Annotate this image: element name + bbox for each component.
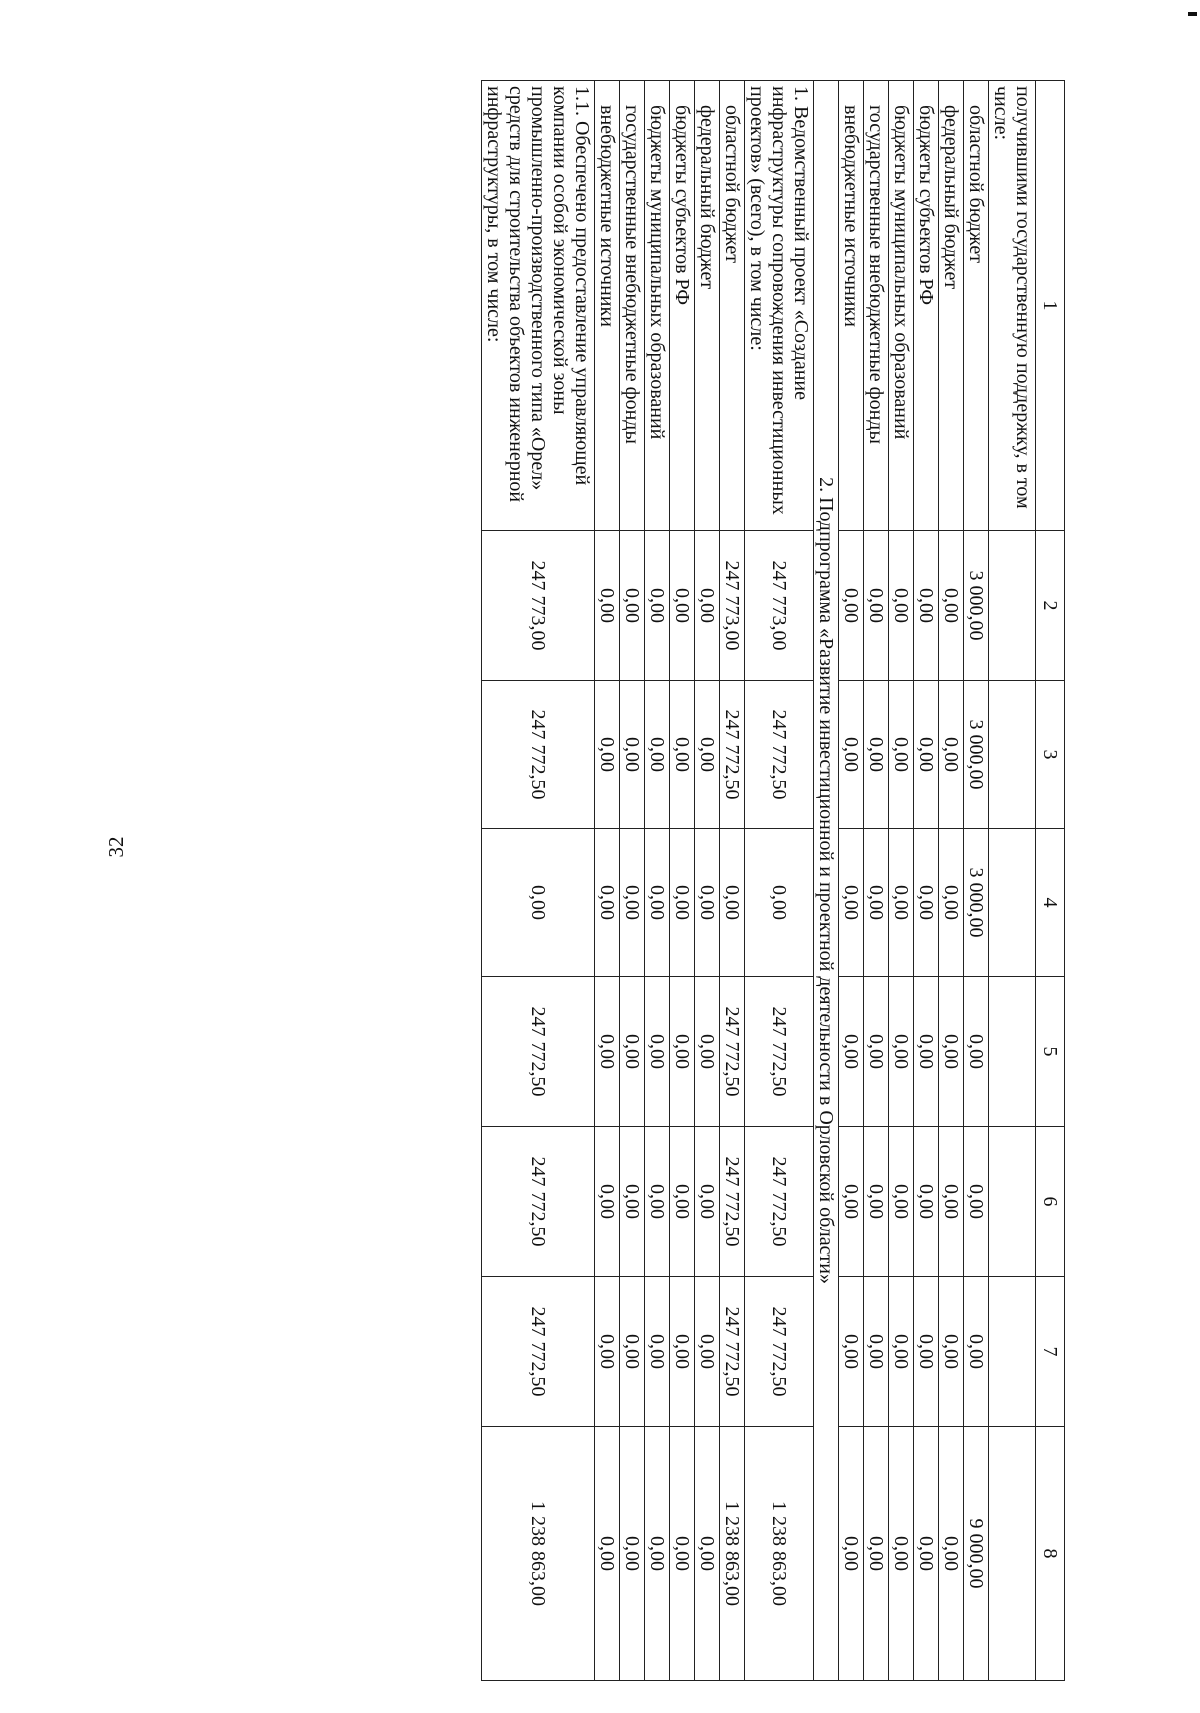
value-cell: 247 773,00 [745, 531, 814, 681]
row-label: получившими государственную поддержку, в том числе: [989, 81, 1036, 531]
value-cell: 247 772,50 [720, 1127, 745, 1277]
value-cell: 0,00 [914, 1277, 939, 1427]
value-cell: 0,00 [889, 1127, 914, 1277]
value-cell: 0,00 [595, 977, 620, 1127]
row-label: федеральный бюджет [939, 81, 964, 531]
rotated-table-container [150, 80, 1065, 1680]
value-cell: 247 772,50 [720, 1277, 745, 1427]
value-cell: 0,00 [864, 1127, 889, 1277]
value-cell: 0,00 [964, 977, 989, 1127]
row-label: бюджеты муниципальных образований [889, 81, 914, 531]
value-cell: 0,00 [939, 1427, 964, 1681]
value-cell: 0,00 [620, 1127, 645, 1277]
row-label: федеральный бюджет [695, 81, 720, 531]
table-row [864, 81, 889, 1681]
value-cell: 247 773,00 [720, 531, 745, 681]
value-cell: 247 772,50 [720, 977, 745, 1127]
value-cell: 247 772,50 [482, 681, 595, 829]
value-cell: 0,00 [864, 1427, 889, 1681]
value-cell: 0,00 [864, 829, 889, 977]
column-header: 7 [1036, 1277, 1065, 1427]
value-cell: 0,00 [645, 531, 670, 681]
value-cell: 0,00 [864, 977, 889, 1127]
value-cell: 0,00 [939, 977, 964, 1127]
value-cell: 0,00 [482, 829, 595, 977]
value-cell [989, 1127, 1036, 1277]
table-row [620, 81, 645, 1681]
value-cell: 0,00 [645, 1127, 670, 1277]
value-cell: 0,00 [670, 977, 695, 1127]
value-cell [989, 1427, 1036, 1681]
value-cell: 0,00 [620, 977, 645, 1127]
value-cell: 247 772,50 [720, 681, 745, 829]
value-cell: 0,00 [964, 1277, 989, 1427]
value-cell: 0,00 [839, 1427, 864, 1681]
value-cell: 0,00 [645, 1427, 670, 1681]
value-cell: 247 772,50 [482, 977, 595, 1127]
column-header: 6 [1036, 1127, 1065, 1277]
value-cell: 247 772,50 [745, 681, 814, 829]
value-cell [989, 977, 1036, 1127]
value-cell: 0,00 [695, 1427, 720, 1681]
column-header: 5 [1036, 977, 1065, 1127]
row-label: внебюджетные источники [839, 81, 864, 531]
value-cell: 0,00 [914, 977, 939, 1127]
value-cell: 0,00 [839, 1127, 864, 1277]
table-row [964, 81, 989, 1681]
section-row [814, 81, 839, 1681]
value-cell: 0,00 [695, 681, 720, 829]
value-cell: 1 238 863,00 [482, 1427, 595, 1681]
column-header: 1 [1036, 81, 1065, 531]
value-cell: 0,00 [864, 1277, 889, 1427]
table-body [482, 81, 1036, 1681]
value-cell: 1 238 863,00 [720, 1427, 745, 1681]
table-row [720, 81, 745, 1681]
value-cell: 247 772,50 [745, 1127, 814, 1277]
value-cell: 0,00 [839, 829, 864, 977]
value-cell: 0,00 [620, 681, 645, 829]
value-cell: 0,00 [864, 681, 889, 829]
header-row [1036, 81, 1065, 1681]
value-cell: 0,00 [695, 531, 720, 681]
value-cell: 0,00 [939, 531, 964, 681]
value-cell: 0,00 [695, 977, 720, 1127]
value-cell: 0,00 [745, 829, 814, 977]
row-label: бюджеты муниципальных образований [645, 81, 670, 531]
value-cell [989, 531, 1036, 681]
row-label: областной бюджет [964, 81, 989, 531]
value-cell: 0,00 [864, 531, 889, 681]
value-cell: 0,00 [839, 1277, 864, 1427]
value-cell: 0,00 [889, 531, 914, 681]
value-cell: 0,00 [595, 1127, 620, 1277]
value-cell: 0,00 [645, 681, 670, 829]
table-row [745, 81, 814, 1681]
value-cell: 0,00 [914, 531, 939, 681]
value-cell: 0,00 [939, 681, 964, 829]
value-cell: 9 000,00 [964, 1427, 989, 1681]
table-row [839, 81, 864, 1681]
value-cell: 0,00 [889, 681, 914, 829]
value-cell: 1 238 863,00 [745, 1427, 814, 1681]
row-label: областной бюджет [720, 81, 745, 531]
table-row [939, 81, 964, 1681]
value-cell [989, 1277, 1036, 1427]
value-cell: 0,00 [914, 1427, 939, 1681]
value-cell: 0,00 [595, 1277, 620, 1427]
value-cell: 0,00 [595, 829, 620, 977]
value-cell: 0,00 [939, 829, 964, 977]
value-cell: 0,00 [889, 829, 914, 977]
value-cell: 3 000,00 [964, 829, 989, 977]
table-row [914, 81, 939, 1681]
value-cell: 0,00 [620, 531, 645, 681]
column-header: 4 [1036, 829, 1065, 977]
table-row [889, 81, 914, 1681]
value-cell [989, 681, 1036, 829]
table-row [595, 81, 620, 1681]
value-cell: 247 772,50 [482, 1127, 595, 1277]
value-cell: 0,00 [670, 531, 695, 681]
row-label: 1. Ведомственный проект «Создание инфраструктуры сопровождения инвестиционных проектов» (всего), в том числе: [745, 81, 814, 531]
value-cell: 247 772,50 [482, 1277, 595, 1427]
value-cell: 0,00 [889, 1277, 914, 1427]
value-cell: 0,00 [645, 1277, 670, 1427]
value-cell: 0,00 [964, 1127, 989, 1277]
table-row [989, 81, 1036, 1681]
value-cell: 0,00 [595, 531, 620, 681]
row-label: бюджеты субъектов РФ [914, 81, 939, 531]
value-cell: 0,00 [645, 829, 670, 977]
value-cell: 0,00 [914, 1127, 939, 1277]
row-label: внебюджетные источники [595, 81, 620, 531]
value-cell: 0,00 [670, 1127, 695, 1277]
value-cell [989, 829, 1036, 977]
value-cell: 0,00 [670, 1277, 695, 1427]
table-row [670, 81, 695, 1681]
value-cell: 0,00 [839, 531, 864, 681]
table-row [695, 81, 720, 1681]
value-cell: 0,00 [670, 1427, 695, 1681]
value-cell: 0,00 [839, 977, 864, 1127]
value-cell: 0,00 [620, 1277, 645, 1427]
value-cell: 247 773,00 [482, 531, 595, 681]
column-header: 3 [1036, 681, 1065, 829]
page-number: 32 [104, 836, 128, 858]
value-cell: 0,00 [645, 977, 670, 1127]
value-cell: 247 772,50 [745, 1277, 814, 1427]
column-header: 8 [1036, 1427, 1065, 1681]
value-cell: 3 000,00 [964, 531, 989, 681]
value-cell: 0,00 [914, 829, 939, 977]
table-row [482, 81, 595, 1681]
row-label: государственные внебюджетные фонды [620, 81, 645, 531]
value-cell: 0,00 [939, 1277, 964, 1427]
value-cell: 0,00 [695, 1277, 720, 1427]
value-cell: 0,00 [595, 681, 620, 829]
row-label: бюджеты субъектов РФ [670, 81, 695, 531]
value-cell: 0,00 [620, 1427, 645, 1681]
value-cell: 0,00 [939, 1127, 964, 1277]
value-cell: 3 000,00 [964, 681, 989, 829]
value-cell: 0,00 [839, 681, 864, 829]
budget-table [481, 80, 1065, 1681]
section-title: 2. Подпрограмма «Развитие инвестиционной и проектной деятельности в Орловской области» [814, 81, 839, 1681]
value-cell: 0,00 [695, 829, 720, 977]
value-cell: 0,00 [670, 681, 695, 829]
row-label: 1.1. Обеспечено предоставление управляющей компании особой экономической зоны промышленно-производственного типа «Орел» средств для строительства объектов инженерной инфраструктуры, в том числе: [482, 81, 595, 531]
value-cell: 0,00 [620, 829, 645, 977]
value-cell: 0,00 [914, 681, 939, 829]
value-cell: 0,00 [695, 1127, 720, 1277]
row-label: государственные внебюджетные фонды [864, 81, 889, 531]
value-cell: 0,00 [889, 977, 914, 1127]
value-cell: 0,00 [595, 1427, 620, 1681]
value-cell: 0,00 [720, 829, 745, 977]
scan-edge-mark [1188, 12, 1197, 16]
value-cell: 247 772,50 [745, 977, 814, 1127]
value-cell: 0,00 [889, 1427, 914, 1681]
table-row [645, 81, 670, 1681]
column-header: 2 [1036, 531, 1065, 681]
value-cell: 0,00 [670, 829, 695, 977]
